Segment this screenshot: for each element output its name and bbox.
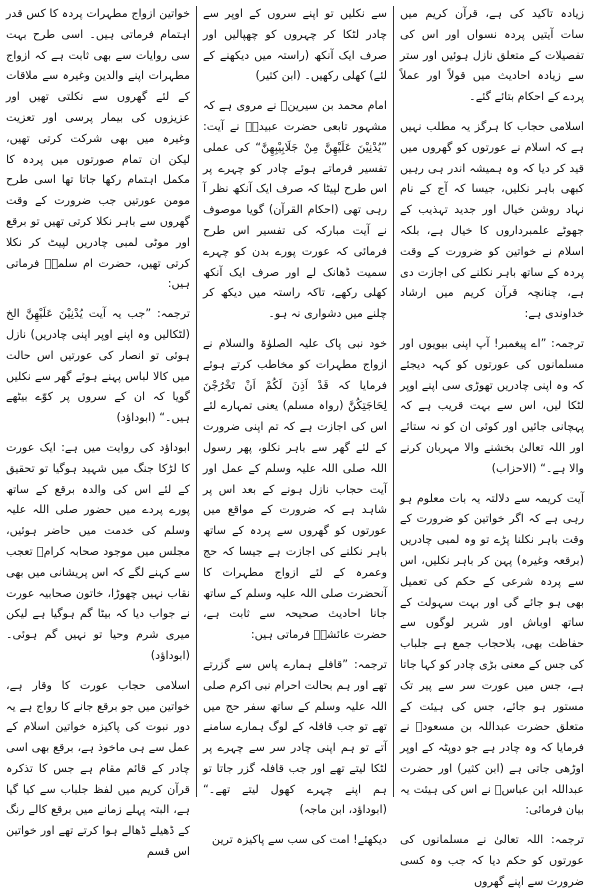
quote-paragraph: ترجمہ: ”جب یہ آیت یُدْنِیْنَ عَلَیْهِنَّ الخ (لٹکالیں وہ اپنے اوپر اپنی چادریں) نازل ہوئی تو انصار کی عورتیں اس حالت میں کالا لباس پہنے ہوئے گھر سے نکلیں گویا کہ ان کے سروں پر کوّے بیٹھے ہیں۔“ (ابوداؤد): [6, 307, 190, 425]
column-divider: [196, 6, 197, 797]
paragraph: آیت کریمہ سے دلالتہ یہ بات معلوم ہو رہی ہے کہ اگر خواتین کو ضرورت کے وقت باہر نکلنا پڑے تو وہ لمبی چادریں (برقعہ وغیرہ) پہن کر باہر نکلیں، اس سے پردہ شرعی کے حکم کی تعمیل بھی ہو جائے گی اور بہت سہولت کے ساتھ اوباش اور شریر لوگوں سے حفاظت بھی، بلاحجاب جمع ہے جلباب کی جس کے معنی بڑی چادر کو کہا جاتا ہے، جس میں عورت سر سے پیر تک مستور ہو جائے، جس کی ہیئت کے متعلق حضرت عبداللہ بن مسعودؓ نے فرمایا کہ وہ چادر ہے جو دوپٹہ کے اوپر اوڑھی جاتی ہے (ابن کثیر) اور حضرت عبداللہ ابن عباسؓ نے اس کی ہیئت یہ بیان فرمائی:: [400, 491, 584, 817]
paragraph: امام محمد بن سیرینؒ نے مروی ہے کہ مشہور تابعی حضرت عبیدہؓ نے آیت: ”یُدْنِیْنَ عَلَیْهِنَّ مِنْ جَلَابِیْبِهِنَّ“ کی عملی تفسیر فرماتے ہوئے چادر کو چہرے پر اس طرح لپیٹا کہ صرف ایک آنکھ نظر آ رہی تھی (احکام القرآن) گویا موصوف نے آیت مبارکہ کی تفسیر اس طرح فرمائی کہ عورت پورے بدن کو چہرے سمیت ڈھانک لے اور صرف ایک آنکھ کھلی رکھے، تاکہ راستہ میں دیکھ کر چلنے میں دشواری نہ ہو۔: [203, 99, 387, 321]
paragraph: خواتین ازواج مطہرات پردہ کا کس قدر اہتمام فرماتی ہیں۔ اسی طرح بہت سی روایات سے بھی ثابت ہے کہ ازواج مطہرات اپنے والدین وغیرہ سے ملاقات کے لئے گھروں سے نکلتی تھیں اور عزیزوں کی بیمار پرسی اور تعزیت وغیرہ میں بھی شرکت کرتی تھیں، لیکن ان تمام صورتوں میں پردہ کا مکمل اہتمام رکھا جاتا تھا اسی طرح مومن عورتیں جب ضرورت کے وقت گھروں سے باہر نکلا کرتی تھیں تو برقع اور موٹی لمبی چادریں لپیٹ کر نکلا کرتی تھیں، حضرت ام سلمہؓ فرماتی ہیں:: [6, 7, 190, 291]
quote-paragraph: ترجمہ: اللہ تعالیٰ نے مسلمانوں کی عورتوں کو حکم دیا کہ جب وہ کسی ضرورت سے اپنے گھروں: [400, 833, 584, 888]
paragraph: زیادہ تاکید کی ہے، قرآن کریم میں سات آیتیں پردہ نسواں اور اس کی تفصیلات کے متعلق نازل ہوئیں اور ستر سے زیادہ احادیث میں قولاً اور عملاً پردے کے احکام بتائے گئے۔: [400, 7, 584, 104]
paragraph: اسلامی حجاب کا ہرگز یہ مطلب نہیں ہے کہ اسلام نے عورتوں کو گھروں میں قید کر دیا کہ وہ ہمیشہ اندر ہی رہیں کبھی باہر نکلیں، جیسا کہ آج کے نام نہاد روشن خیال اور جدید تہذیب کے جھوٹے علمبرداروں کا خیال ہے، بلکہ اسلام نے خواتین کو ضرورت کے وقت پردہ کے ساتھ باہر نکلنے کی اجازت دی ہے، چنانچہ قرآن کریم میں ارشاد خداوندی ہے:: [400, 119, 584, 321]
paragraph: خود نبی پاک علیہ الصلوٰۃ والسلام نے ازواج مطہرات کو مخاطب کرتے ہوئے فرمایا کہ قَدْ اَذِنَ لَکُمْ اَنْ تَخْرُجْنَ لِحَاجَتِکُنَّ (رواہ مسلم) یعنی تمہارے لئے اس کی اجازت ہے کہ تم اپنی ضرورت کے لئے گھر سے باہر نکلو، پھر رسول اللہ صلی اللہ علیہ وسلم کے عمل اور آیت حجاب نازل ہونے کے بعد اس پر شاہد ہے کہ ضرورت کے مواقع میں عورتوں کو گھروں سے پردہ کے ساتھ باہر نکلنے کی اجازت ہے جیسا کہ حج وعمرہ کے لئے ازواج مطہرات کا آنحضرت صلی اللہ علیہ وسلم کے ساتھ جانا احادیث صحیحہ سے ثابت ہے، حضرت عائشہؓ فرماتی ہیں:: [203, 336, 387, 642]
column-divider: [393, 6, 394, 797]
column-middle: [203, 4, 387, 847]
paragraph: اسلامی حجاب عورت کا وقار ہے، خواتین میں جو برقع جانے کا رواج ہے یہ دور نبوت کی پاکیزہ خواتین اسلام کے عمل سے ہی ماخوذ ہے، برقع بھی اسی چادر کے قائم مقام ہے جس کا تذکرہ قرآن کریم میں لفظ جلباب سے کیا گیا ہے، البتہ پہلے زمانے میں برقع کالے رنگ کے ڈھیلے ڈھالے ہوا کرتے تھے اور خواتین اس قسم: [6, 678, 190, 859]
paragraph: ابوداؤد کی روایت میں ہے: ایک عورت کا لڑکا جنگ میں شہید ہوگیا تو تحقیق کے لئے اس کی والدہ برقع کے ساتھ پورے پردے میں حضور صلی اللہ علیہ وسلم کی خدمت میں حاضر ہوئیں، مجلس میں موجود صحابہ کرامؓ تعجب سے کہنے لگے کہ اس پریشانی میں بھی نقاب نہیں چھوڑا، خاتون صحابیہ عورت نے جواب دیا کہ بیٹا گم ہوگیا ہے لیکن میری شرم وحیا تو نہیں گم ہوئی۔ (ابوداؤد): [6, 440, 190, 662]
quote-paragraph: ترجمہ: ”اے پیغمبر! آپ اپنی بیویوں اور مسلمانوں کی عورتوں کو کہہ دیجئے کہ وہ اپنی چادریں تھوڑی سی اپنے اوپر لٹکا لیں، اس سے بہت قریب ہے کہ پہچانی جائیں اور کوئی ان کو نہ ستائے اور اللہ تعالیٰ بخشنے والا مہربان کرنے والا ہے۔“ (الاحزاب): [400, 336, 584, 475]
paragraph: دیکھئے! امت کی سب سے پاکیزہ ترین: [211, 833, 387, 847]
paragraph: سے نکلیں تو اپنے سروں کے اوپر سے چادر لٹکا کر چہروں کو چھپالیں اور صرف ایک آنکھ (راستہ میں دیکھنے کے لئے) کھلی رکھیں۔ (ابن کثیر): [203, 7, 387, 83]
column-left: [6, 4, 190, 859]
quote-paragraph: ترجمہ: ”قافلے ہمارے پاس سے گزرتے تھے اور ہم بحالت احرام نبی اکرم صلی اللہ علیہ وسلم کے ساتھ سفر حج میں تھے تو جب قافلہ کے لوگ ہمارے سامنے آتے تو ہم اپنی چادر سر سے چہرے پر لٹکا لیتے تھے اور جب قافلہ گزر جاتا تو ہم اپنے چہرے کھول لیتے تھے۔“ (ابوداؤد، ابن ماجہ): [203, 657, 387, 817]
column-right: [400, 4, 584, 888]
